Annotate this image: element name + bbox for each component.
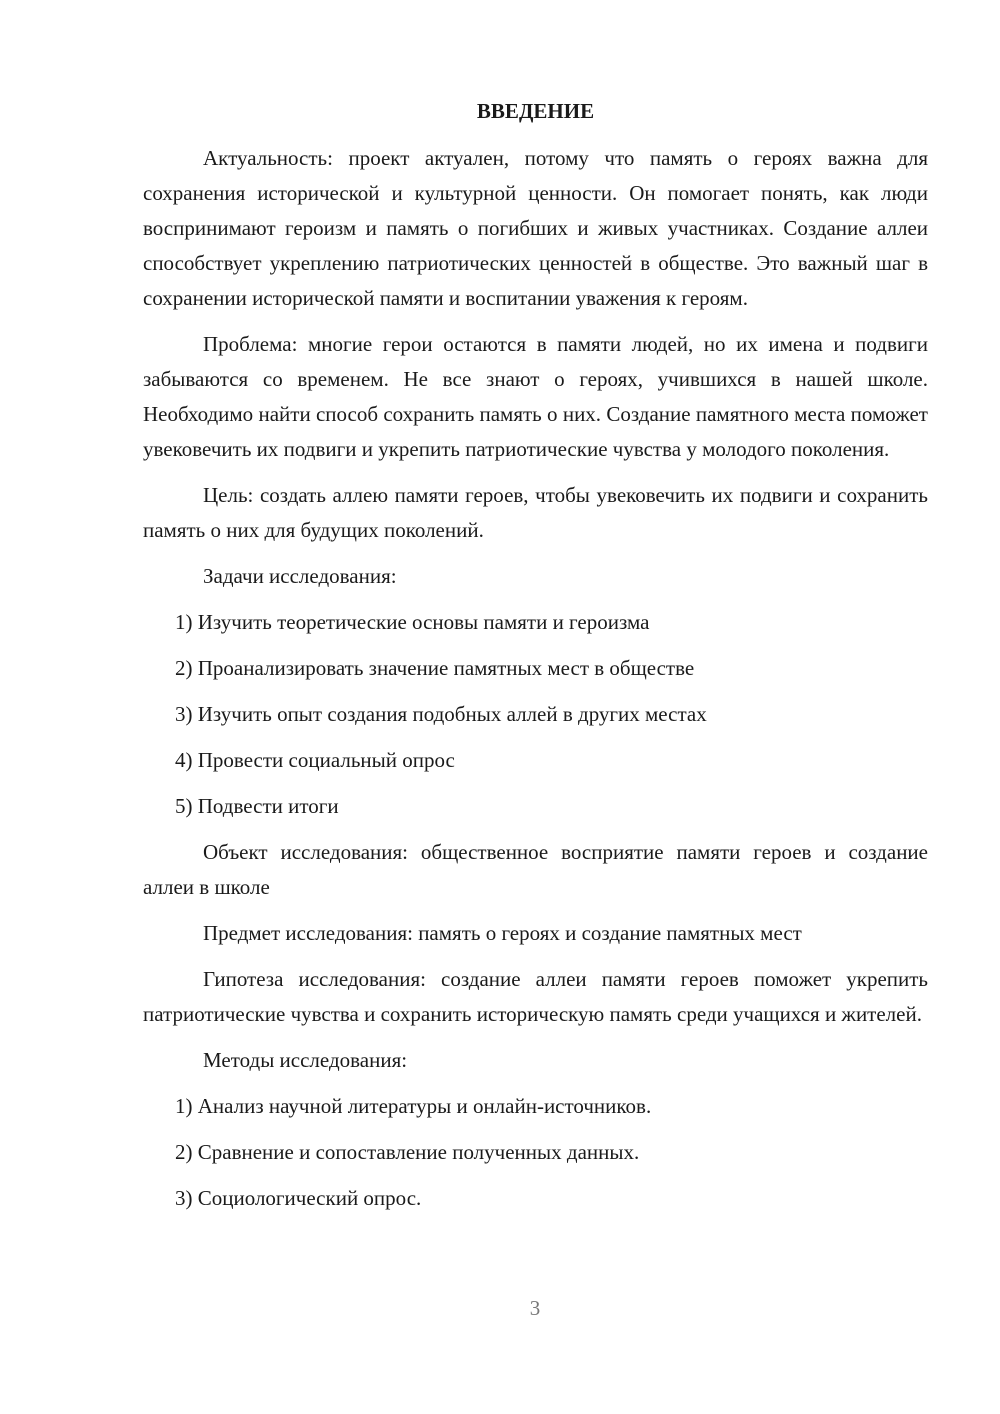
- problem-paragraph: Проблема: многие герои остаются в памяти людей, но их имена и подвиги забываются со временем. Не все знают о героях, учившихся в нашей школе. Необходимо найти способ сохранить память о них. Создание памятного места поможет увековечить их подвиги и укрепить патриотические чувства у молодого поколения.: [143, 332, 928, 461]
- goal-paragraph: Цель: создать аллею памяти героев, чтобы увековечить их подвиги и сохранить память о них для будущих поколений.: [143, 483, 928, 542]
- list-item: 5) Подвести итоги: [175, 794, 339, 818]
- object-paragraph: Объект исследования: общественное восприятие памяти героев и создание аллеи в школе: [143, 840, 928, 899]
- methods-label: Методы исследования:: [203, 1048, 408, 1072]
- list-item: 3) Социологический опрос.: [175, 1186, 422, 1210]
- relevance-paragraph: Актуальность: проект актуален, потому что память о героях важна для сохранения исторической и культурной ценности. Он помогает понять, как люди воспринимают героизм и память о погибших и живых участниках. Создание аллеи способствует укреплению патриотических ценностей в обществе. Это важный шаг в сохранении исторической памяти и воспитании уважения к героям.: [143, 146, 928, 310]
- subject-paragraph: Предмет исследования: память о героях и создание памятных мест: [203, 921, 802, 945]
- hypothesis-paragraph: Гипотеза исследования: создание аллеи памяти героев поможет укрепить патриотические чувства и сохранить историческую память среди учащихся и жителей.: [143, 967, 928, 1026]
- list-item: 1) Изучить теоретические основы памяти и героизма: [175, 610, 650, 634]
- tasks-label: Задачи исследования:: [203, 564, 397, 588]
- list-item: 2) Проанализировать значение памятных мест в обществе: [175, 656, 695, 680]
- list-item: 3) Изучить опыт создания подобных аллей в других местах: [175, 702, 707, 726]
- list-item: 1) Анализ научной литературы и онлайн-источников.: [175, 1094, 652, 1118]
- tasks-list: [143, 605, 928, 824]
- list-item: 2) Сравнение и сопоставление полученных данных.: [175, 1140, 640, 1164]
- page-number: 3: [529, 1296, 541, 1320]
- document-title: ВВЕДЕНИЕ: [476, 99, 595, 123]
- methods-list: [143, 1089, 928, 1216]
- document-page: [143, 96, 928, 1227]
- list-item: 4) Провести социальный опрос: [175, 748, 455, 772]
